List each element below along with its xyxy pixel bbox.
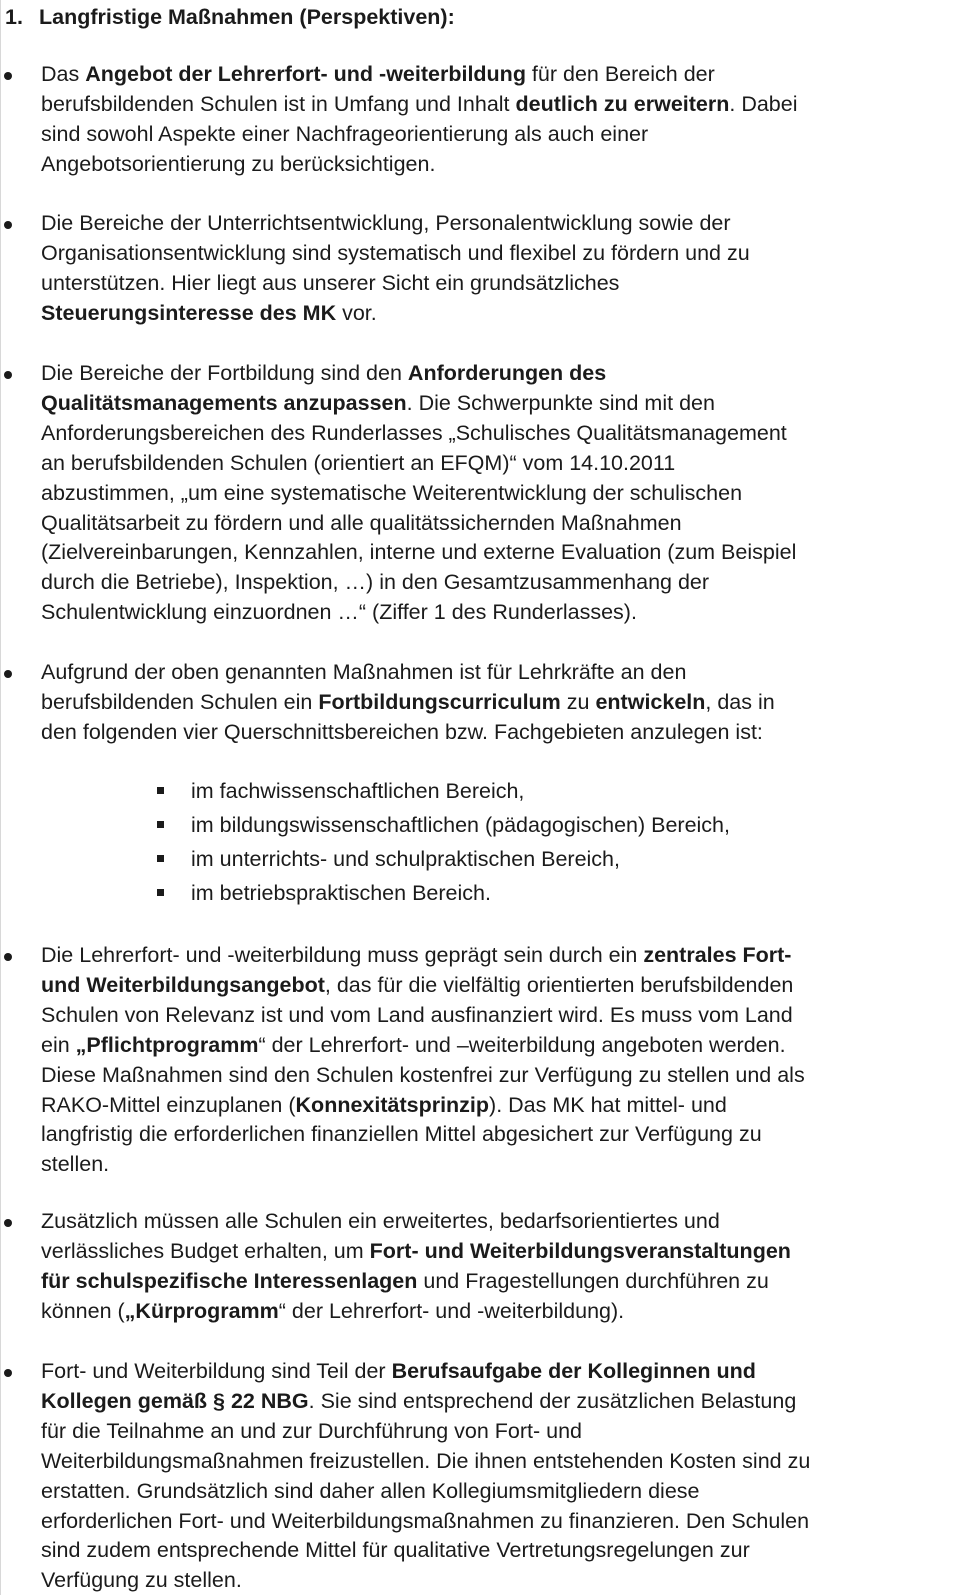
bold-text: Fortbildungscurriculum: [318, 689, 561, 714]
bullet-dot: [4, 72, 12, 80]
text-line: [41, 90, 960, 120]
text-segment: abzustimmen, „um eine systematische Weiterentwicklung der schulischen: [41, 480, 743, 505]
text-segment: Qualitätsarbeit zu fördern und alle qualitätssichernden Maßnahmen: [41, 510, 682, 535]
text-segment: für die Teilnahme an und zur Durchführung von Fort- und: [41, 1418, 582, 1443]
text-segment: erforderlichen Fort- und Weiterbildungsmaßnahmen zu finanzieren. Den Schulen: [41, 1508, 810, 1533]
text-segment: , das für die vielfältig orientierten berufsbildenden: [324, 972, 794, 997]
bullet-text: [41, 209, 960, 329]
text-line: [41, 269, 960, 299]
text-segment: Aufgrund der oben genannten Maßnahmen ist für Lehrkräfte an den: [41, 660, 687, 684]
text-segment: . Dabei: [729, 91, 798, 116]
text-line: [41, 1387, 960, 1417]
text-segment: Die Bereiche der Fortbildung sind den: [41, 361, 408, 385]
text-segment: durch die Betriebe), Inspektion, …) in den Gesamtzusammenhang der: [41, 570, 710, 595]
text-line: [41, 1417, 960, 1447]
sub-list-text: im fachwissenschaftlichen Bereich,: [191, 779, 525, 803]
sub-list-text: im unterrichts- und schulpraktischen Bereich,: [191, 847, 620, 871]
text-line: [41, 688, 960, 718]
text-segment: ein: [41, 1032, 76, 1057]
text-segment: unterstützen. Hier liegt aus unserer Sicht ein grundsätzliches: [41, 270, 620, 295]
text-segment: erstatten. Grundsätzlich sind daher allen Kollegiumsmitgliedern diese: [41, 1478, 700, 1503]
bold-text: entwickeln: [595, 689, 706, 714]
bullet-dot: [4, 1369, 12, 1377]
text-line: [41, 1061, 960, 1091]
text-segment: “ der Lehrerfort- und –weiterbildung angeboten werden.: [258, 1032, 786, 1057]
square-bullet-icon: [157, 821, 164, 828]
bold-text: Anforderungen des: [407, 361, 607, 385]
text-segment: Fort- und Weiterbildung sind Teil der: [41, 1359, 392, 1383]
text-line: [41, 239, 960, 269]
text-segment: können (: [41, 1298, 125, 1323]
bullet-text: [41, 60, 960, 180]
square-bullet-icon: [157, 855, 164, 862]
text-line: [41, 1297, 960, 1327]
text-line: [41, 449, 960, 479]
bullet-text: [41, 1207, 960, 1327]
text-segment: Diese Maßnahmen sind den Schulen kostenfrei zur Verfügung zu stellen und als: [41, 1062, 805, 1087]
text-segment: verlässliches Budget erhalten, um: [41, 1238, 370, 1263]
text-line: [41, 941, 960, 971]
text-line: [41, 60, 960, 90]
text-line: [41, 209, 960, 239]
text-line: [41, 1001, 960, 1031]
text-line: [41, 1536, 960, 1566]
bold-text: und Weiterbildungsangebot: [41, 972, 325, 997]
bold-text: „Kürprogramm: [124, 1298, 279, 1323]
text-line: [41, 389, 960, 419]
text-segment: sind sowohl Aspekte einer Nachfrageorientierung als auch einer: [41, 121, 649, 146]
bold-text: Angebot der Lehrerfort- und -weiterbildung: [85, 62, 526, 86]
bold-text: deutlich zu erweitern: [515, 91, 730, 116]
text-segment: berufsbildenden Schulen ist in Umfang und Inhalt: [41, 91, 516, 116]
text-line: [41, 1507, 960, 1537]
sub-list-item: [1, 775, 960, 809]
text-segment: vor.: [336, 300, 377, 325]
bullet-text: [41, 359, 960, 628]
text-segment: Das: [41, 62, 86, 86]
text-segment: Verfügung zu stellen.: [41, 1568, 242, 1593]
text-segment: den folgenden vier Querschnittsbereichen bzw. Fachgebieten anzulegen ist:: [41, 719, 763, 744]
text-segment: RAKO-Mittel einzuplanen (: [41, 1092, 296, 1117]
bullet-text: [41, 941, 960, 1180]
text-line: [41, 1031, 960, 1061]
section-title: Langfristige Maßnahmen (Perspektiven):: [39, 5, 455, 29]
text-segment: Schulentwicklung einzuordnen …“ (Ziffer 1 des Runderlasses).: [41, 600, 637, 625]
text-segment: sind zudem entsprechende Mittel für qualitative Vertretungsregelungen zur: [41, 1538, 750, 1563]
bullet-dot: [4, 221, 12, 229]
bold-text: Konnexitätsprinzip: [295, 1092, 490, 1117]
text-segment: langfristig die erforderlichen finanziellen Mittel abgesichert zur Verfügung zu: [41, 1122, 762, 1147]
text-segment: Organisationsentwicklung sind systematisch und flexibel zu fördern und zu: [41, 240, 750, 265]
bullet-text: [41, 658, 960, 748]
text-segment: Weiterbildungsmaßnahmen freizustellen. Die ihnen entstehenden Kosten sind zu: [41, 1448, 811, 1473]
bold-text: zentrales Fort-: [643, 943, 792, 967]
text-segment: . Die Schwerpunkte sind mit den: [406, 390, 715, 415]
text-line: [41, 1267, 960, 1297]
text-segment: ). Das MK hat mittel- und: [489, 1092, 727, 1117]
text-segment: Schulen von Relevanz ist und vom Land ausfinanziert wird. Es muss vom Land: [41, 1002, 793, 1027]
sub-list-item: [1, 843, 960, 877]
text-segment: Zusätzlich müssen alle Schulen ein erweitertes, bedarfsorientiertes und: [41, 1209, 720, 1233]
text-line: [41, 1237, 960, 1267]
text-line: [41, 598, 960, 628]
text-line: [41, 718, 960, 748]
square-bullet-icon: [157, 889, 164, 896]
text-line: [41, 479, 960, 509]
text-segment: , das in: [705, 689, 775, 714]
bold-text: „Pflichtprogramm: [75, 1032, 259, 1057]
text-line: [41, 359, 960, 389]
text-segment: . Sie sind entsprechend der zusätzlichen Belastung: [308, 1388, 797, 1413]
text-line: [41, 1091, 960, 1121]
section-heading: [5, 2, 455, 32]
text-line: [41, 1207, 960, 1237]
bold-text: Steuerungsinteresse des MK: [41, 300, 337, 325]
section-number: 1.: [5, 5, 23, 29]
sub-list-text: im bildungswissenschaftlichen (pädagogischen) Bereich,: [191, 813, 730, 837]
sub-list-text: im betriebspraktischen Bereich.: [191, 881, 491, 905]
text-line: [41, 538, 960, 568]
text-line: [41, 1477, 960, 1507]
text-segment: und Fragestellungen durchführen zu: [417, 1268, 769, 1293]
text-segment: “ der Lehrerfort- und -weiterbildung).: [278, 1298, 625, 1323]
text-line: [41, 971, 960, 1001]
bold-text: Kollegen gemäß § 22 NBG: [41, 1388, 309, 1413]
sub-list-item: [1, 809, 960, 843]
sub-list-item: [1, 877, 960, 911]
bullet-dot: [4, 953, 12, 961]
text-line: [41, 658, 960, 688]
bold-text: Fort- und Weiterbildungsveranstaltungen: [369, 1238, 791, 1263]
bold-text: Qualitätsmanagements anzupassen: [41, 390, 407, 415]
text-line: [41, 150, 960, 180]
bullet-text: [41, 1357, 960, 1596]
text-line: [41, 1447, 960, 1477]
bullet-dot: [4, 1219, 12, 1227]
text-segment: für den Bereich der: [525, 62, 715, 86]
text-line: [41, 1357, 960, 1387]
square-bullet-icon: [157, 787, 164, 794]
text-segment: zu: [560, 689, 596, 714]
text-segment: (Zielvereinbarungen, Kennzahlen, interne und externe Evaluation (zum Beispiel: [41, 540, 797, 565]
bold-text: für schulspezifische Interessenlagen: [41, 1268, 418, 1293]
text-line: [41, 1150, 960, 1180]
text-line: [41, 299, 960, 329]
text-line: [41, 1566, 960, 1596]
text-segment: Angebotsorientierung zu berücksichtigen.: [41, 151, 436, 176]
text-line: [41, 120, 960, 150]
text-segment: Die Bereiche der Unterrichtsentwicklung, Personalentwicklung sowie der: [41, 211, 731, 235]
bullet-dot: [4, 670, 12, 678]
bold-text: Berufsaufgabe der Kolleginnen und: [391, 1359, 756, 1383]
text-line: [41, 568, 960, 598]
text-line: [41, 419, 960, 449]
text-segment: Die Lehrerfort- und -weiterbildung muss geprägt sein durch ein: [41, 943, 644, 967]
text-segment: Anforderungsbereichen des Runderlasses „Schulisches Qualitätsmanagement: [41, 420, 787, 445]
text-segment: berufsbildenden Schulen ein: [41, 689, 319, 714]
text-line: [41, 1120, 960, 1150]
text-segment: an berufsbildenden Schulen (orientiert an EFQM)“ vom 14.10.2011: [41, 450, 676, 475]
text-line: [41, 509, 960, 539]
bullet-dot: [4, 371, 12, 379]
text-segment: stellen.: [41, 1152, 110, 1177]
